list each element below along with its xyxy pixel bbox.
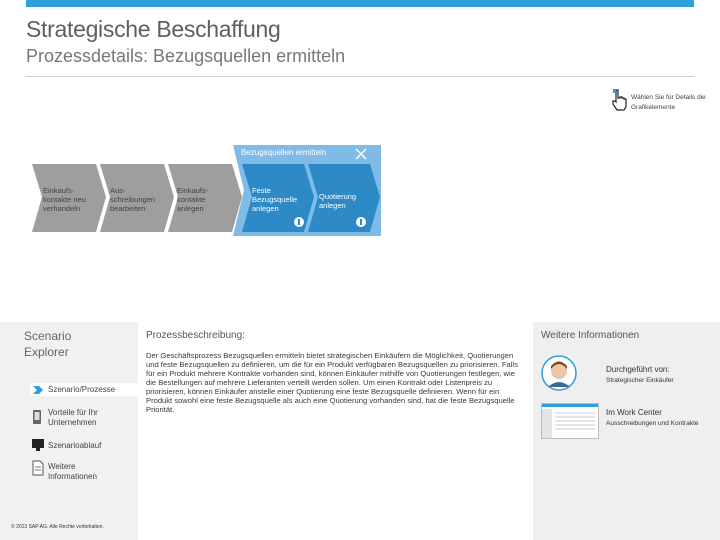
step-label-1: Einkaufs- kontakte neu verhandeln	[43, 186, 86, 213]
selected-stage-label: Bezugsquellen ermitteln	[241, 148, 327, 157]
page-subtitle: Prozessdetails: Bezugsquellen ermitteln	[26, 46, 346, 66]
close-icon[interactable]	[353, 146, 369, 162]
work-center-thumbnail[interactable]	[541, 403, 599, 439]
step-label-5: Quotierung anlegen	[319, 192, 357, 210]
step-label-2: Aus- schreibungen bearbeiten	[110, 186, 156, 213]
description-text: Der Geschäftsprozess Bezugsquellen ermitteln bietet strategischen Einkäufern die Möglichkeit, Quotierungen und feste Bezugsquellen zu definieren, um die für ein Produkt verfügbaren Bezugsquellen zu priorisieren. Falls für ein Produkt mehrere Kontrakte vorhanden sind, können Einkäufer mithilfe von Quotierungen festlegen, wie die Bestellungen auf mehrere Lieferanten verteilt werden sollen. Um einen Kontrakt oder Listenpreis zu priorisieren, können Einkäufer anstelle einer Quotierung eine feste Bezugsquelle definieren. Wenn für ein Produkt sowohl eine feste Bezugsquelle als auch eine Quotierung vorhanden sind, hat die feste Bezugsquelle Priorität.	[146, 351, 518, 414]
page-title: Strategische Beschaffung	[26, 16, 281, 42]
arrow-right-icon	[32, 384, 44, 396]
step-label-3: Einkaufs- kontakte anlegen	[177, 186, 209, 213]
sidebar-item-szenario-prozesse[interactable]: Szenario/Prozesse	[48, 385, 116, 394]
hint-text: Wählen Sie für Details die Grafikelemente	[631, 94, 706, 111]
step-label-4: Feste Bezugsquelle anlegen	[252, 186, 298, 213]
sidebar-title: Scenario Explorer	[24, 329, 72, 359]
monitor-icon	[31, 438, 45, 452]
phone-icon	[32, 409, 42, 425]
info-title: Weitere Informationen	[541, 330, 640, 341]
performed-by-label: Durchgeführt von:	[606, 365, 670, 374]
info-icon[interactable]	[356, 217, 366, 227]
work-center-label: Im Work Center	[606, 408, 662, 417]
document-icon	[32, 460, 44, 476]
info-icon[interactable]	[294, 217, 304, 227]
work-center-value: Ausschreibungen und Kontrakte	[606, 420, 699, 427]
avatar	[541, 355, 577, 391]
copyright: © 2013 SAP AG. Alle Rechte vorbehalten.	[11, 524, 104, 530]
sidebar-item-weitere-informationen[interactable]: Weitere Informationen	[48, 462, 97, 481]
description-title: Prozessbeschreibung:	[146, 330, 245, 341]
performed-by-value: Strategischer Einkäufer	[606, 377, 674, 384]
sidebar-item-szenarioablauf[interactable]: Szenarioablauf	[48, 441, 102, 450]
sidebar-item-vorteile[interactable]: Vorteile für Ihr Unternehmen	[48, 408, 98, 427]
